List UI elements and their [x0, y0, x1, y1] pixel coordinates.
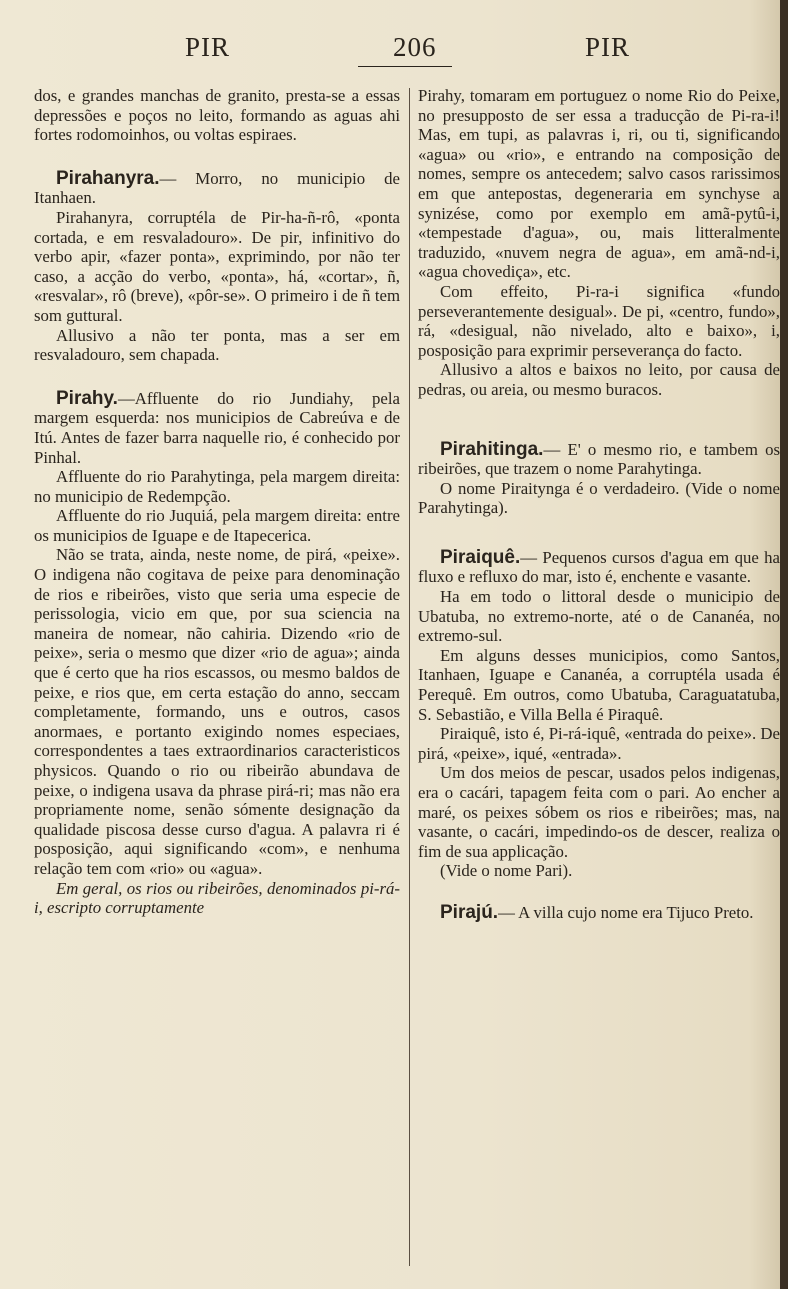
column-divider: [409, 88, 410, 1266]
entry-paragraph: Não se trata, ainda, neste nome, de pirá, «peixe». O indigena não cogitava de peixe para denominação de rios e ribeirões, visto que seria uma especie de perissologia, vicio em que, por sua sciencia na maneira de nomear, não cahiria. Dizendo «rio de peixe», seria o mesmo que dizer «rio de agua»; ainda que é certo que ha rios escassos, ou mesmo baldos de peixe, e rios que, em certa estação do anno, seccam completamente, formando, uns e outros, casos anormaes, e portanto exigindo nomes especiaes, correspondentes a taes extraordinarios caracteristicos physicos. Quando o rio ou ribeirão abundava de peixe, o indigena usava da phrase pirá-ri; mas não era propriamente nome, senão sómente designação da qualidade piscosa desse curso d'agua. A palavra ri é posposição, aqui significando «com», e nenhuma relação tem com «rio» ou «agua».: [34, 545, 400, 878]
entry-pirahy: [34, 389, 400, 918]
entry-pirahy-continued: [418, 86, 780, 400]
entry-definition: [34, 389, 400, 467]
entry-paragraph: Um dos meios de pescar, usados pelos indigenas, era o cacári, tapagem feita com o pari. Ao encher a maré, os peixes sóbem os rios e ribeirões; mas, na vasante, o cacári, impedindo-os de descer, realiza o fim de sua applicação.: [418, 763, 780, 861]
entry-paragraph: Piraiquê, isto é, Pi-rá-iquê, «entrada do peixe». De pirá, «peixe», iqué, «entrada».: [418, 724, 780, 763]
entry-paragraph: O nome Piraitynga é o verdadeiro. (Vide o nome Parahytinga).: [418, 478, 780, 518]
right-column: [418, 86, 780, 923]
entry-definition: [34, 169, 400, 208]
page-number: 206: [393, 32, 437, 62]
entry-headword: Pirahitinga.: [440, 438, 544, 460]
entry-def-text: — Morro, no municipio de Itanhaen.: [34, 168, 400, 208]
entry-paragraph: (Vide o nome Pari).: [440, 861, 573, 881]
running-header: [0, 26, 788, 68]
entry-paragraph: Em alguns desses municipios, como Santos, Itanhaen, Iguape e Cananéa, a corruptéla usada é Perequê. Em outros, como Ubatuba, Caraguatatuba, S. Sebastião, e Villa Bella é Piraquê.: [418, 645, 780, 724]
entry-paragraph: Allusivo a altos e baixos no leito, por causa de pedras, ou areia, ou mesmo buracos.: [418, 360, 780, 399]
entry-headword: Pirajú.: [440, 901, 499, 923]
entry-piraique: [418, 548, 780, 881]
header-underline: [358, 66, 452, 67]
entry-paragraph: Em geral, os rios ou ribeirões, denominados pi-rá-i, escripto corruptamente: [34, 878, 400, 918]
entry-paragraph: Affluente do rio Juquiá, pela margem direita: entre os municipios de Iguape e de Itapecerica.: [34, 506, 400, 545]
entry-paragraph: Pirahy, tomaram em portuguez o nome Rio do Peixe, no presupposto de ser essa a traducção de Pi-ra-i! Mas, em tupi, as palavras i, ri, ou ti, significando «agua» ou «rio», e entrando na composição de nomes, sempre os antecedem; salvo casos rarissimos em que antepostas, degeneraria em synchyse a synizése, como por exemplo em amã-pytû-i, «tempestade d'agua», ou, mais litteralmente traduzido, «nuvem negra de agua», em amã-nd-i, «agua chovediça», etc.: [418, 86, 780, 282]
entry-def-text: — E' o mesmo rio, e tambem os ribeirões, que trazem o nome Parahytinga.: [418, 439, 780, 479]
header-right-word: PIR: [585, 32, 631, 62]
entry-definition: [418, 903, 780, 923]
entry-headword: Pirahy.: [56, 387, 118, 409]
entry-def-text: — A villa cujo nome era Tijuco Preto.: [498, 902, 754, 922]
entry-headword: Piraiquê.: [440, 546, 521, 568]
continued-paragraph: dos, e grandes manchas de granito, presta-se a essas depressões e poços no leito, formando as aguas ahi fortes rodomoinhos, ou voltas espiraes.: [34, 86, 400, 145]
entry-def-text: — Pequenos cursos d'agua em que ha fluxo e refluxo do mar, isto é, enchente e vasante.: [418, 547, 780, 587]
entry-definition: [418, 440, 780, 479]
entry-paragraph: Allusivo a não ter ponta, mas a ser em resvaladouro, sem chapada.: [34, 325, 400, 365]
entry-paragraph: Ha em todo o littoral desde o municipio de Ubatuba, no extremo-norte, até o de Cananéa, no extremo-sul.: [418, 587, 780, 646]
header-left-word: PIR: [185, 32, 231, 62]
entry-def-text: —Affluente do rio Jundiahy, pela margem esquerda: nos municipios de Cabreúva e de Itú. Antes de fazer barra naquelle rio, é conhecido por Pinhal.: [34, 388, 400, 467]
page-edge-shadow: [780, 0, 788, 1289]
entry-paragraph: Pirahanyra, corruptéla de Pir-ha-ñ-rô, «ponta cortada, e em resvaladouro». De pir, infinitivo do verbo apir, «fazer ponta», exprimindo, por não ter caso, a acção do verbo, «ponta», há, «cortar», ñ, «resvalar», rô (breve), «pôr-se». O primeiro i de ñ tem som guttural.: [34, 207, 400, 325]
entry-definition: [418, 548, 780, 587]
entry-paragraph: Com effeito, Pi-ra-i significa «fundo perseverantemente desigual». De pi, «centro, fundo», rá, «desigual, não nivelado, alto e baixo», i, posposição para exprimir perseverança do facto.: [418, 281, 780, 360]
entry-pirahanyra: [34, 169, 400, 365]
entry-paragraph: Affluente do rio Parahytinga, pela margem direita: no municipio de Redempção.: [34, 467, 400, 506]
entry-headword: Pirahanyra.: [56, 167, 160, 189]
entry-piraju: [418, 903, 780, 923]
entry-pirahitinga: [418, 440, 780, 518]
left-column: [34, 86, 400, 918]
